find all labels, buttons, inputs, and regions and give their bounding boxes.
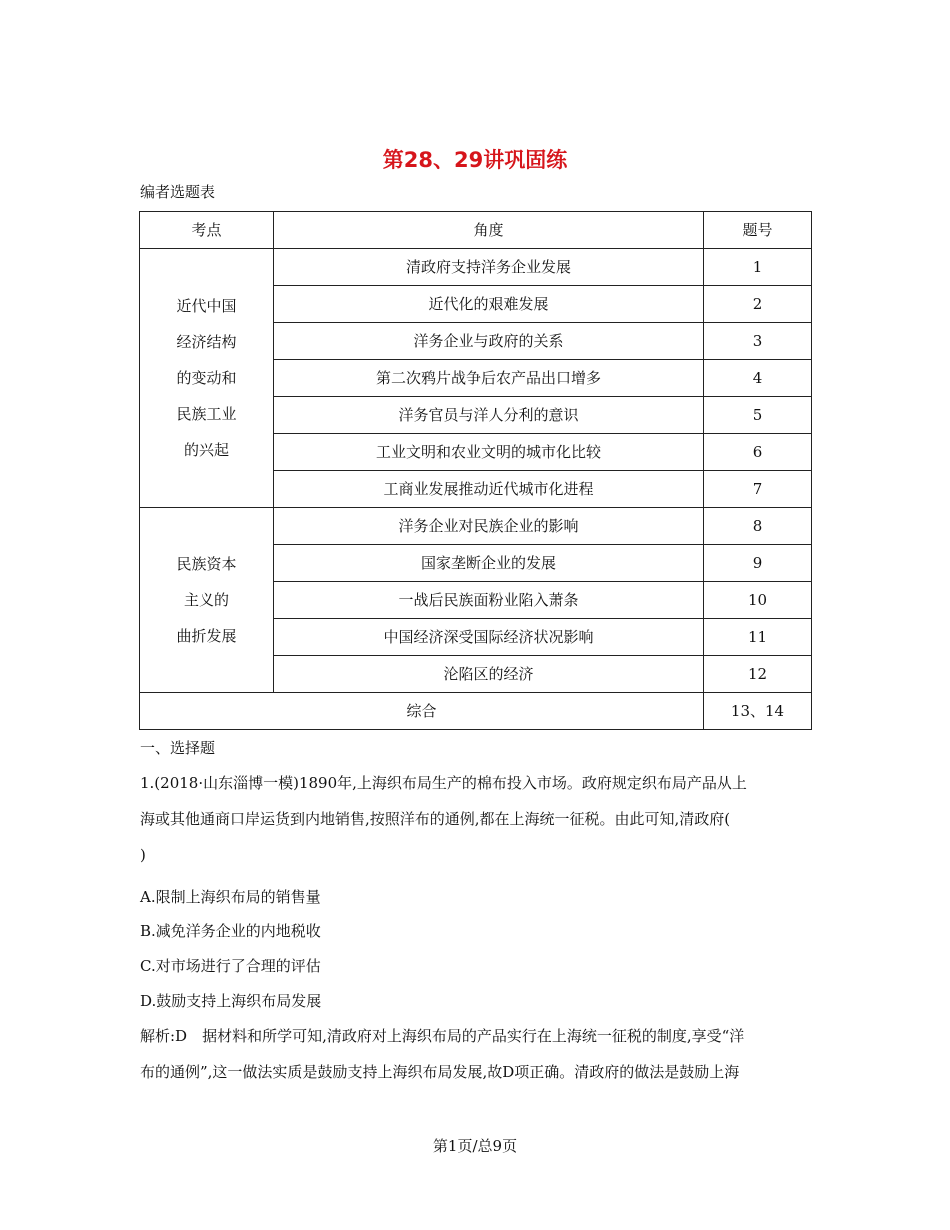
option-d: D.鼓励支持上海织布局发展	[140, 992, 322, 1010]
angle-cell: 洋务企业对民族企业的影响	[274, 508, 704, 545]
angle-cell: 近代化的艰难发展	[274, 286, 704, 323]
analysis-line: 解析:D 据材料和所学可知,清政府对上海织布局的产品实行在上海统一征税的制度,享受“洋	[140, 1027, 745, 1045]
table-summary-row	[140, 693, 812, 730]
number-cell: 3	[704, 323, 812, 360]
summary-number: 13、14	[704, 693, 812, 730]
topic-cell-1: 近代中国 经济结构 的变动和 民族工业 的兴起	[140, 249, 274, 508]
number-cell: 2	[704, 286, 812, 323]
page-title: 第28、29讲巩固练	[382, 148, 568, 172]
angle-cell: 中国经济深受国际经济状况影响	[274, 619, 704, 656]
number-cell: 8	[704, 508, 812, 545]
header-angle: 角度	[274, 212, 704, 249]
topic-cell-2: 民族资本 主义的 曲折发展	[140, 508, 274, 693]
number-cell: 5	[704, 397, 812, 434]
section-heading: 一、选择题	[140, 739, 216, 757]
number-cell: 4	[704, 360, 812, 397]
analysis-line: 布的通例”,这一做法实质是鼓励支持上海织布局发展,故D项正确。清政府的做法是鼓励上海	[140, 1063, 740, 1081]
page-footer: 第1页/总9页	[432, 1137, 518, 1155]
angle-cell: 一战后民族面粉业陷入萧条	[274, 582, 704, 619]
question-stem-line: 海或其他通商口岸运货到内地销售,按照洋布的通例,都在上海统一征税。由此可知,清政府(	[140, 810, 731, 828]
number-cell: 10	[704, 582, 812, 619]
option-b: B.减免洋务企业的内地税收	[140, 922, 321, 940]
table-row	[140, 249, 812, 286]
header-topic: 考点	[140, 212, 274, 249]
number-cell: 12	[704, 656, 812, 693]
question-stem-line: )	[140, 846, 146, 864]
angle-cell: 国家垄断企业的发展	[274, 545, 704, 582]
number-cell: 9	[704, 545, 812, 582]
summary-label: 综合	[140, 693, 704, 730]
angle-cell: 清政府支持洋务企业发展	[274, 249, 704, 286]
table-header-row	[140, 212, 812, 249]
angle-cell: 第二次鸦片战争后农产品出口增多	[274, 360, 704, 397]
angle-cell: 沦陷区的经济	[274, 656, 704, 693]
number-cell: 6	[704, 434, 812, 471]
topic-table	[139, 211, 812, 730]
number-cell: 7	[704, 471, 812, 508]
header-number: 题号	[704, 212, 812, 249]
option-c: C.对市场进行了合理的评估	[140, 957, 321, 975]
option-a: A.限制上海织布局的销售量	[140, 888, 321, 906]
angle-cell: 洋务企业与政府的关系	[274, 323, 704, 360]
table-row	[140, 508, 812, 545]
number-cell: 1	[704, 249, 812, 286]
table-caption: 编者选题表	[140, 183, 216, 201]
angle-cell: 洋务官员与洋人分利的意识	[274, 397, 704, 434]
angle-cell: 工业文明和农业文明的城市化比较	[274, 434, 704, 471]
number-cell: 11	[704, 619, 812, 656]
angle-cell: 工商业发展推动近代城市化进程	[274, 471, 704, 508]
question-stem-line: 1.(2018·山东淄博一模)1890年,上海织布局生产的棉布投入市场。政府规定织布局产品从上	[140, 774, 747, 792]
